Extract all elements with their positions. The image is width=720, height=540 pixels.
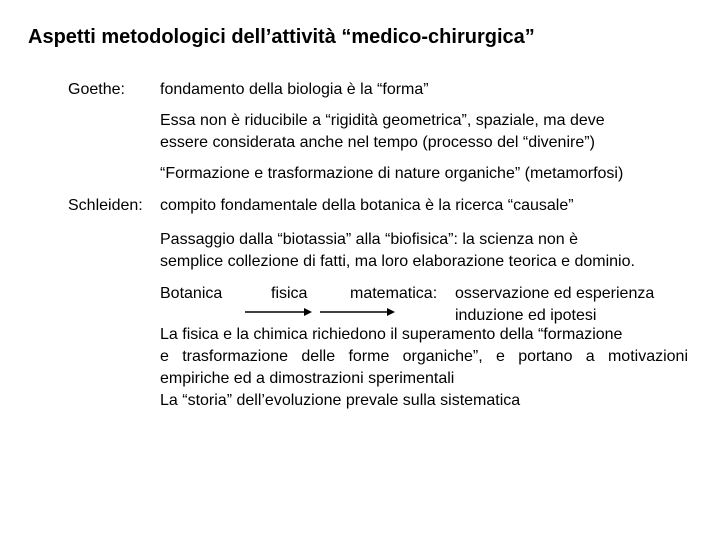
slide-title: Aspetti metodologici dell’attività “medico-chirurgica” [28, 26, 535, 48]
physics-chemistry-line-3: empiriche ed a dimostrazioni sperimentali [160, 370, 455, 387]
flow-fisica: fisica [271, 285, 308, 302]
goethe-geometry-line-1: Essa non è riducibile a “rigidità geometrica”, spaziale, ma deve [160, 112, 605, 129]
schleiden-biofisica-line-2: semplice collezione di fatti, ma loro elaborazione teorica e dominio. [160, 253, 635, 270]
schleiden-biofisica-line-1: Passaggio dalla “biotassia” alla “biofisica”: la scienza non è [160, 231, 578, 248]
arrow-right-icon [319, 306, 397, 318]
physics-chemistry-line-2: e trasformazione delle forme organiche”, e portano a motivazioni [160, 348, 688, 365]
goethe-point-form: fondamento della biologia è la “forma” [160, 81, 429, 98]
arrow-right-icon [244, 306, 314, 318]
schleiden-causal-research: compito fondamentale della botanica è la ricerca “causale” [160, 197, 574, 214]
goethe-label: Goethe: [68, 81, 125, 98]
method-induction: induzione ed ipotesi [455, 307, 597, 324]
goethe-geometry-line-2: essere considerata anche nel tempo (processo del “divenire”) [160, 134, 595, 151]
method-observation: osservazione ed esperienza [455, 285, 655, 302]
evolution-history: La “storia” dell’evoluzione prevale sulla sistematica [160, 392, 521, 409]
physics-chemistry-line-1: La fisica e la chimica richiedono il superamento della “formazione [160, 326, 623, 343]
goethe-metamorphosis: “Formazione e trasformazione di nature organiche” (metamorfosi) [160, 165, 624, 182]
schleiden-label: Schleiden: [68, 197, 143, 214]
flow-matematica: matematica: [350, 285, 438, 302]
flow-botanica: Botanica [160, 285, 223, 302]
